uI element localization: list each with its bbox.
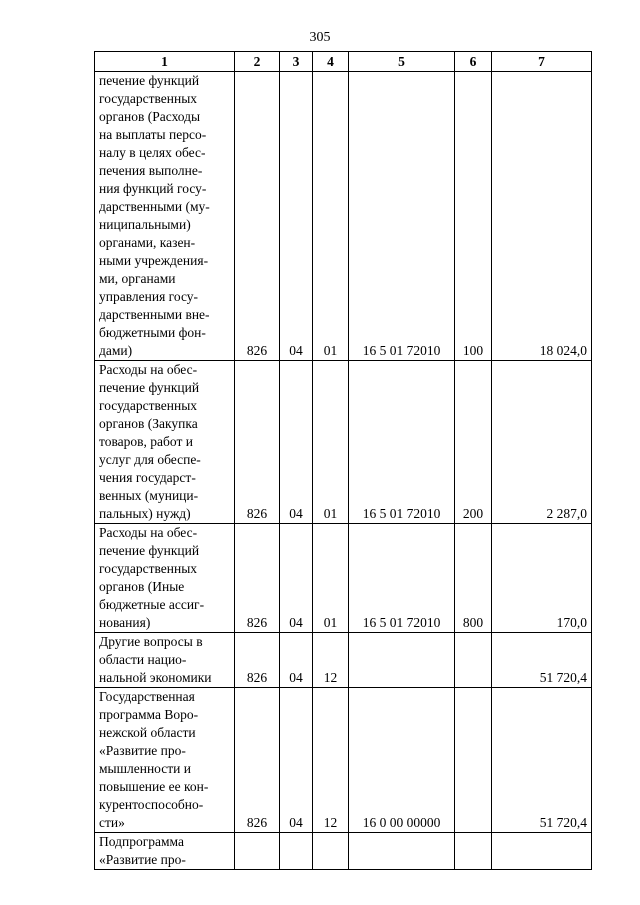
row-section-code: 04 <box>280 72 313 361</box>
row-amount: 51 720,4 <box>492 633 592 688</box>
row-ministry-code <box>235 833 280 870</box>
row-target-code: 16 0 00 00000 <box>349 688 455 833</box>
row-section-code <box>280 833 313 870</box>
row-ministry-code: 826 <box>235 633 280 688</box>
row-ministry-code: 826 <box>235 688 280 833</box>
header-col-7: 7 <box>492 52 592 72</box>
table-header-row <box>95 52 592 72</box>
row-expense-type: 200 <box>455 361 492 524</box>
table-row <box>95 688 592 833</box>
row-amount: 170,0 <box>492 524 592 633</box>
header-col-1: 1 <box>95 52 235 72</box>
row-target-code: 16 5 01 72010 <box>349 361 455 524</box>
row-section-code: 04 <box>280 688 313 833</box>
table-row <box>95 361 592 524</box>
page-number: 305 <box>309 30 331 45</box>
header-col-2: 2 <box>235 52 280 72</box>
row-expense-type: 100 <box>455 72 492 361</box>
table-row <box>95 833 592 870</box>
row-subsection-code: 12 <box>313 688 349 833</box>
header-col-5: 5 <box>349 52 455 72</box>
row-name: Подпрограмма «Развитие про- <box>95 833 235 870</box>
header-col-4: 4 <box>313 52 349 72</box>
row-amount: 18 024,0 <box>492 72 592 361</box>
row-expense-type <box>455 688 492 833</box>
table-row <box>95 72 592 361</box>
row-subsection-code: 12 <box>313 633 349 688</box>
row-name: Расходы на обес- печение функций государственных органов (Закупка товаров, работ и услуг для обеспе- чения государст- венных (муници- пальных) нужд) <box>95 361 235 524</box>
row-subsection-code <box>313 833 349 870</box>
header-col-3: 3 <box>280 52 313 72</box>
row-ministry-code: 826 <box>235 72 280 361</box>
row-ministry-code: 826 <box>235 361 280 524</box>
row-expense-type <box>455 633 492 688</box>
row-section-code: 04 <box>280 361 313 524</box>
row-section-code: 04 <box>280 633 313 688</box>
header-col-6: 6 <box>455 52 492 72</box>
row-amount: 51 720,4 <box>492 688 592 833</box>
row-amount: 2 287,0 <box>492 361 592 524</box>
row-name: Другие вопросы в области нацио- нальной экономики <box>95 633 235 688</box>
table-row <box>95 633 592 688</box>
budget-table <box>94 51 592 870</box>
row-section-code: 04 <box>280 524 313 633</box>
row-target-code: 16 5 01 72010 <box>349 524 455 633</box>
row-expense-type: 800 <box>455 524 492 633</box>
row-ministry-code: 826 <box>235 524 280 633</box>
row-target-code: 16 5 01 72010 <box>349 72 455 361</box>
table-row <box>95 524 592 633</box>
row-target-code <box>349 633 455 688</box>
row-subsection-code: 01 <box>313 524 349 633</box>
row-target-code <box>349 833 455 870</box>
row-subsection-code: 01 <box>313 361 349 524</box>
row-expense-type <box>455 833 492 870</box>
row-name: Государственная программа Воро- нежской области «Развитие про- мышленности и повышение ее кон- курентоспособно- сти» <box>95 688 235 833</box>
row-name: Расходы на обес- печение функций государственных органов (Иные бюджетные ассиг- нования) <box>95 524 235 633</box>
row-amount <box>492 833 592 870</box>
row-name: печение функций государственных органов (Расходы на выплаты персо- налу в целях обес- печения выполне- ния функций госу- дарственными (му- ниципальными) органами, казен- ными учреждения- ми, органами управления госу- дарственными вне- бюджетными фон- дами) <box>95 72 235 361</box>
row-subsection-code: 01 <box>313 72 349 361</box>
